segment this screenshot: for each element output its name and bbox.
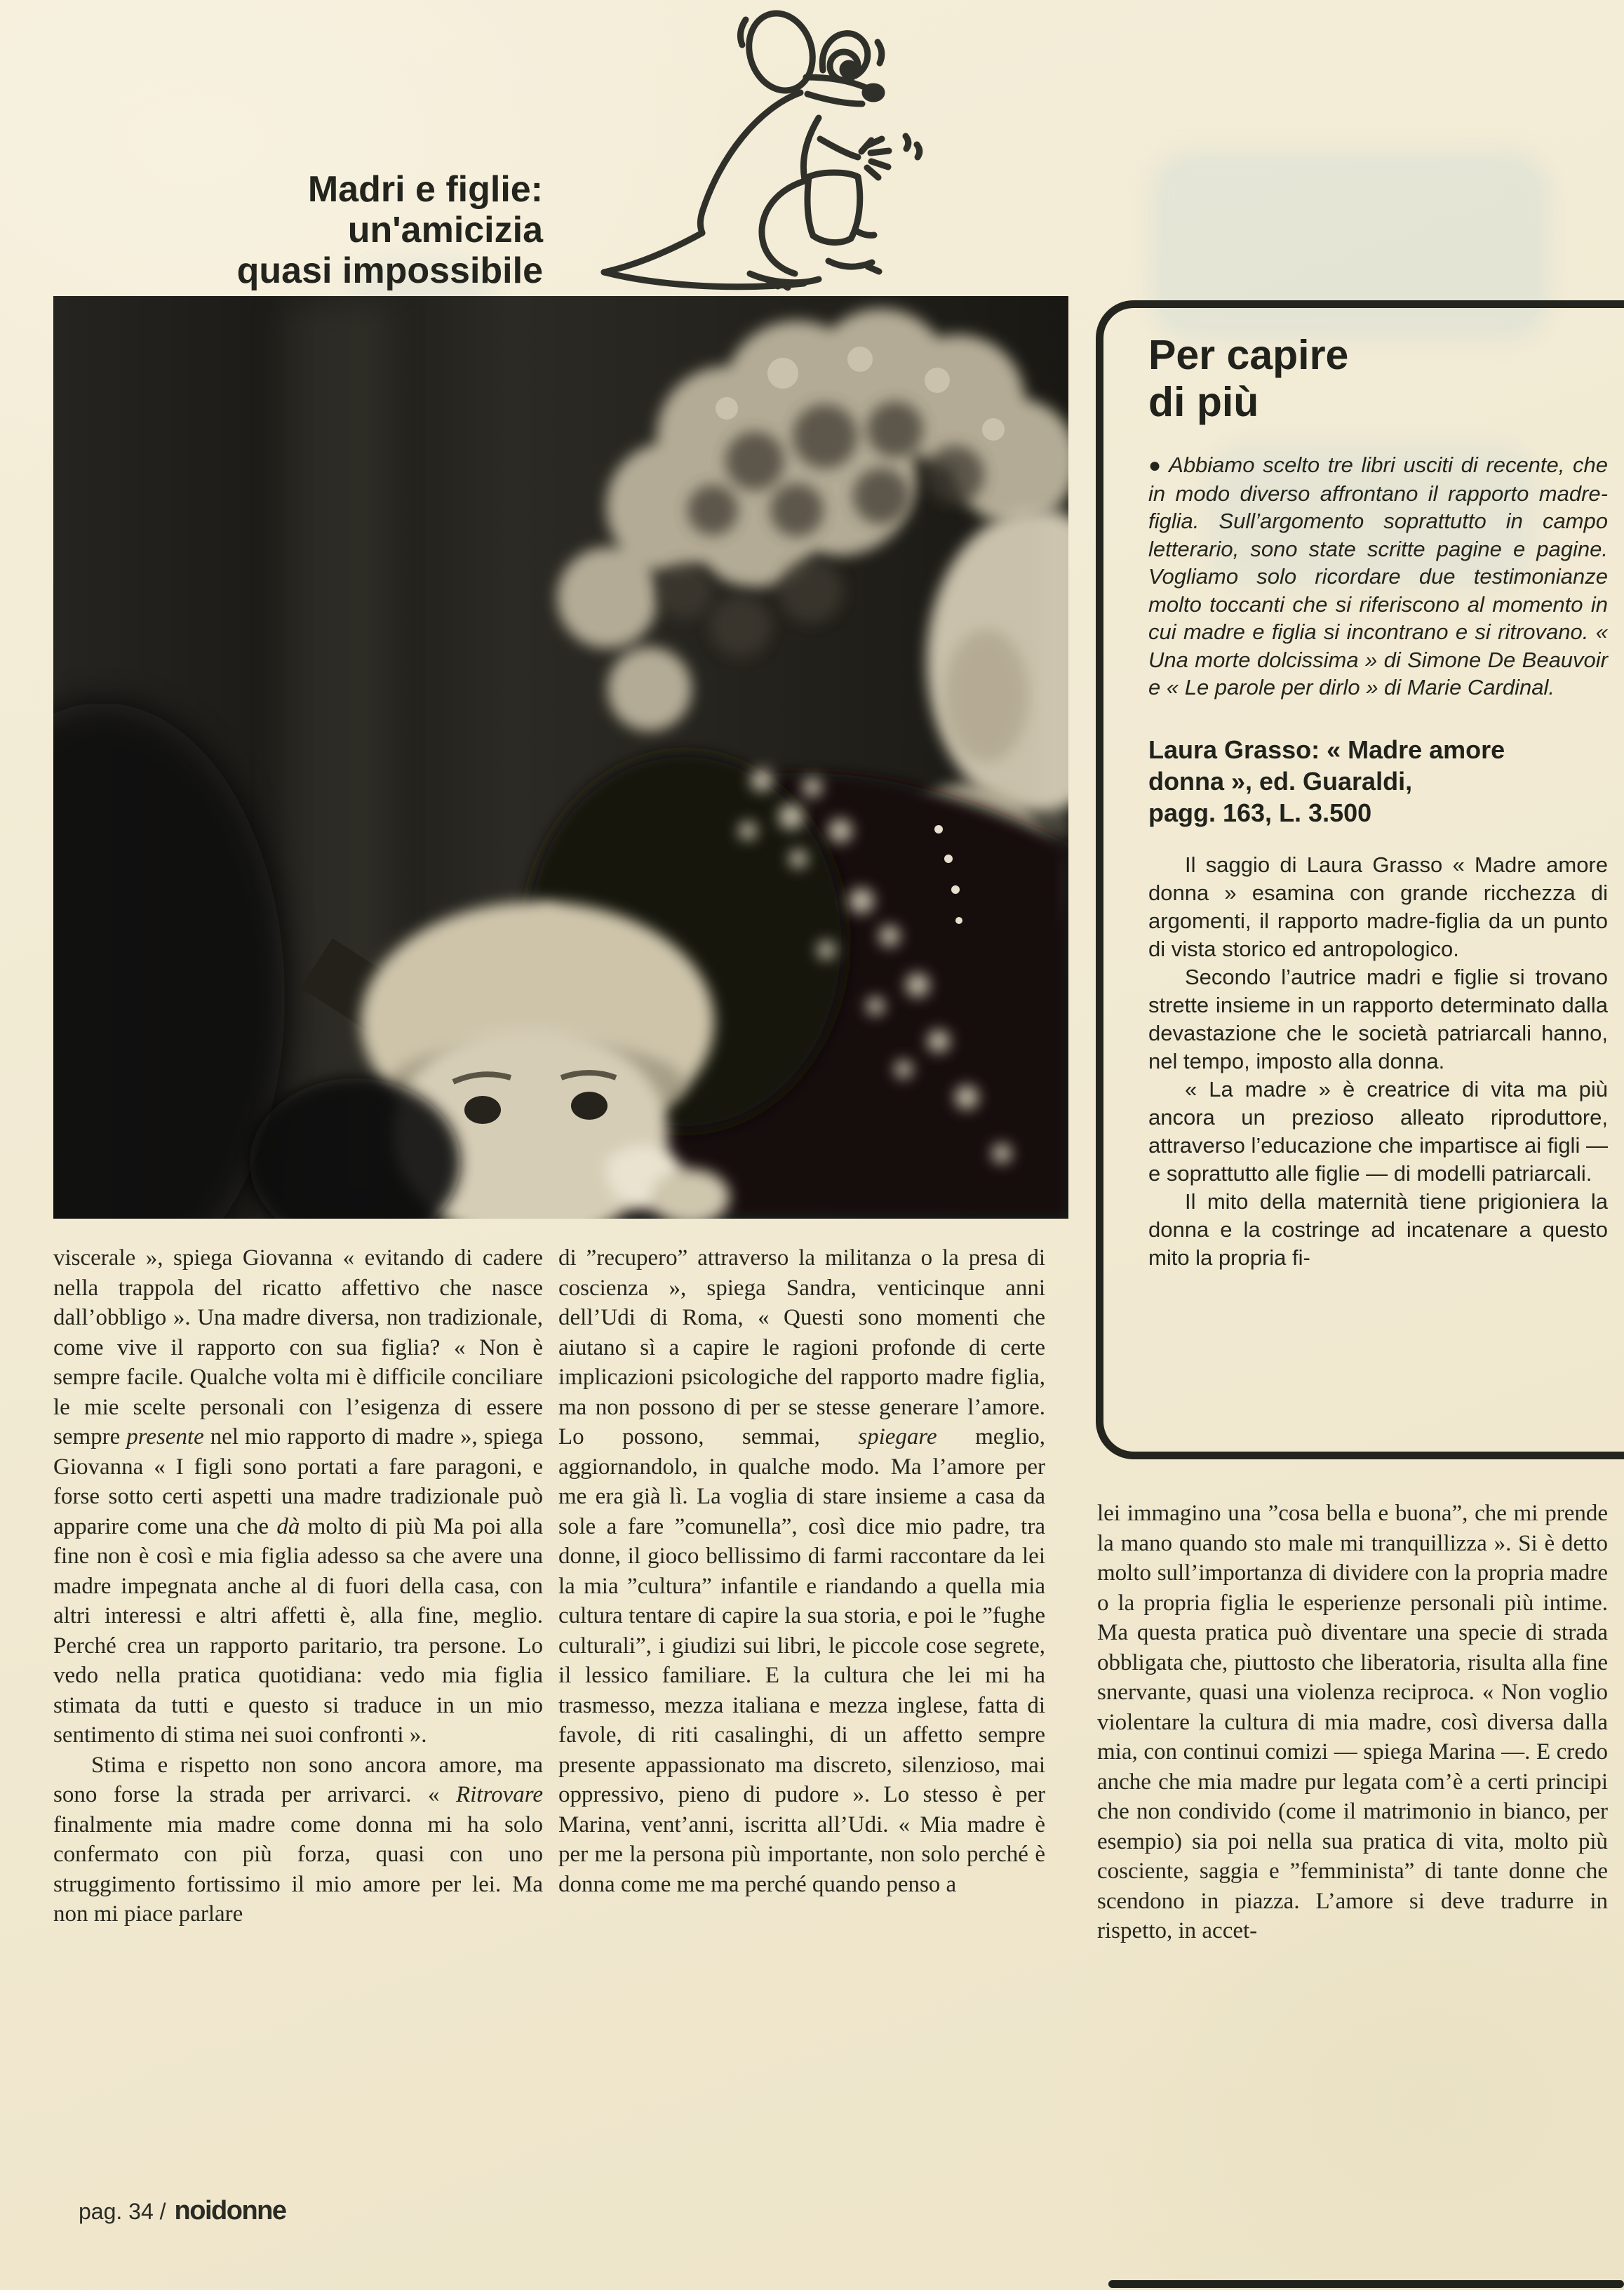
mother-and-child-photo [53, 296, 1068, 1219]
body-paragraph: di ”recupero” attraverso la militanza o la presa di coscienza », spiega Sandra, venticinque anni dell’Udi di Roma, « Questi sono momenti che aiutano sì a capire le ragioni profonde di certe implicazioni psicologiche del rapporto madre figlia, ma non possono di per se stesse generare l’amore. Lo possono, semmai, spiegare meglio, aggiornandolo, in qualche modo. Ma l’amore per me era già lì. La voglia di stare insieme a casa da sole a fare ”comunella”, così dice mio padre, tra donne, il gioco bellissimo di farmi raccontare da lei la mia ”cultura” infantile e riandando a quella mia cultura tentare di capire la sua storia, e poi le ”fughe culturali”, i giudizi sui libri, le piccole cose segrete, il lessico familiare. E la cultura che lei mi ha trasmesso, mezza italiana e mezza inglese, fatta di favole, di riti casalinghi, di un affetto sempre presente appassionato ma discreto, silenzioso, mai oppressivo, pieno di pudore ». Lo stesso è per Marina, vent’anni, iscritta all’Udi. « Mia madre è per me la persona più importante, non solo perché è donna come me ma perché quando penso a [558, 1245, 1045, 1897]
magazine-logo: noidonne [174, 2196, 286, 2225]
article-title-line: quasi impossibile [236, 250, 543, 291]
sidebar-paragraph: « La madre » è creatrice di vita ma più ancora un prezioso alleato riproduttore, attraverso l’educazione che impartisce ai figli — e soprattutto alle figlie — di modelli patriarcali. [1148, 1076, 1608, 1186]
sidebar-paragraph: Il mito della maternità tiene prigioniera la donna e la costringe ad incatenare a questo mito la propria fi- [1148, 1188, 1608, 1270]
article-title [83, 169, 543, 291]
sidebar-heading [1148, 332, 1608, 426]
book-citation-line: donna », ed. Guaraldi, [1148, 766, 1413, 796]
page-number: pag. 34 / [79, 2199, 166, 2224]
sidebar-intro [1148, 451, 1608, 702]
sidebar-box [1096, 300, 1624, 1459]
body-paragraph: viscerale », spiega Giovanna « evitando di cadere nella trappola del ricatto affettivo che nasce dall’obbligo ». Una madre diversa, non tradizionale, come vive il rapporto con sua figlia? « Non è sempre facile. Qualche volta mi è difficile conciliare le mie scelte personali con l’esigenza di essere sempre presente nel mio rapporto di madre », spiega Giovanna « I figli sono portati a fare paragoni, e forse sotto certi aspetti una madre tradizionale può apparire come una che dà molto di più Ma poi alla fine non è così e mia figlia adesso sa che avere una madre impegnata anche al di fuori della casa, con altri interessi e altri affetti è, alla fine, meglio. Perché crea un rapporto paritario, tra persone. Lo vedo nella pratica quotidiana: vedo mia figlia stimata da tutti e questo si traduce in un mio sentimento di stima nei suoi confronti ». [53, 1245, 543, 1748]
book-citation [1148, 734, 1608, 829]
sidebar-intro-text: Abbiamo scelto tre libri usciti di recente, che in modo diverso affrontano il rapporto madre-figlia. Sull’argomento soprattutto in campo letterario, sono state scritte pagine e pagine. Vogliamo solo ricordare due testimonianze molto toccanti che si riferiscono al momento in cui madre e figlia si incontrano e si ritrovano. « Una morte dolcissima » di Simone De Beauvoir e « Le parole per dirlo » di Marie Cardinal. [1148, 453, 1608, 699]
sidebar-paragraph: Secondo l’autrice madri e figlie si trovano strette insieme in un rapporto determinato dalla devastazione che le società patriarcali hanno, nel tempo, imposto alla donna. [1148, 964, 1608, 1073]
body-column-2 [558, 1243, 1045, 2190]
scan-edge-line [1108, 2280, 1624, 2288]
book-citation-line: Laura Grasso: « Madre amore [1148, 735, 1505, 764]
body-paragraph: Stima e rispetto non sono ancora amore, ma sono forse la strada per arrivarci. « Ritrovare finalmente mia madre come donna mi ha solo confermato con più forza, quasi con uno struggimento fortissimo il mio amore per lei. Ma non mi piace parlare [53, 1752, 543, 1927]
sidebar-paragraph: Il saggio di Laura Grasso « Madre amore donna » esamina con grande ricchezza di argomenti, il rapporto madre-figlia da un punto di vista storico ed antropologico. [1148, 852, 1608, 961]
article-title-line: Madri e figlie: [307, 168, 543, 210]
cartoon-mouse-icon [593, 1, 952, 296]
bullet-icon: ● [1148, 454, 1169, 477]
book-citation-line: pagg. 163, L. 3.500 [1148, 798, 1372, 827]
article-title-line: un'amicizia [347, 209, 543, 250]
page-footer [79, 2196, 286, 2226]
sidebar-heading-line: di più [1148, 379, 1259, 425]
sidebar-heading-line: Per capire [1148, 332, 1349, 378]
body-column-1 [53, 1243, 543, 2190]
body-column-3 [1097, 1499, 1608, 2209]
body-paragraph: lei immagino una ”cosa bella e buona”, che mi prende la mano quando sto male mi tranquillizza ». Si è detto molto sull’importanza di dividere con la propria madre o la propria figlia le esperienze personali più intime. Ma questa pratica può diventare una specie di strada obbligata che, piuttosto che liberatoria, risulta alla fine snervante, quasi una violenza reciproca. « Non voglio violentare la cultura di mia madre, così diversa dalla mia, con continui comizi — spiega Marina —. E credo anche che mia madre pur legata com’è a certi principi che non condivido (come il matrimonio in bianco, per esempio) sia poi nella sua pratica di vita, molto più cosciente, saggia e ”femminista” di tante donne che scendono in piazza. L’amore si deve tradurre in rispetto, in accet- [1097, 1501, 1608, 1943]
